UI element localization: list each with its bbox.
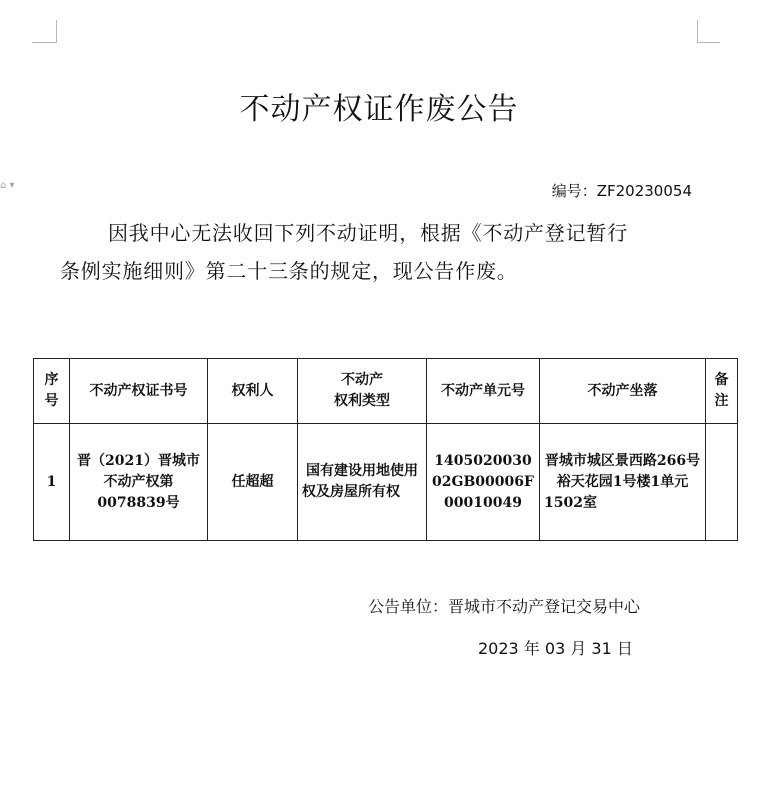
anchor-marker-icon: ⌂ ▾ (0, 180, 15, 191)
cell-location: 晋城市城区景西路266号裕天花园1号楼1单元1502室 (540, 424, 706, 541)
page-corner-mark-top-left (32, 20, 57, 43)
cell-seq: 1 (34, 424, 70, 541)
cell-right-type: 国有建设用地使用权及房屋所有权 (298, 424, 427, 541)
header-holder: 权利人 (208, 359, 298, 424)
issuing-unit: 公告单位：晋城市不动产登记交易中心 (368, 597, 641, 616)
body-line-1: 因我中心无法收回下列不动证明，根据《不动产登记暂行 (108, 221, 628, 245)
cell-remark (706, 424, 738, 541)
table-header-row (34, 359, 738, 424)
header-right-type: 不动产 权利类型 (298, 359, 427, 424)
page-corner-mark-top-right (697, 20, 720, 43)
header-unit-no: 不动产单元号 (427, 359, 540, 424)
body-line-2: 条例实施细则》第二十三条的规定，现公告作废。 (60, 259, 518, 283)
announcement-body (60, 214, 700, 290)
header-location: 不动产坐落 (540, 359, 706, 424)
header-cert-no: 不动产权证书号 (70, 359, 208, 424)
header-remark: 备 注 (706, 359, 738, 424)
issue-date: 2023 年 03 月 31 日 (478, 639, 633, 658)
table-row (34, 424, 738, 541)
cell-cert-no: 晋（2021）晋城市不动产权第0078839号 (70, 424, 208, 541)
document-title: 不动产权证作废公告 (239, 92, 519, 127)
serial-number: 编号：ZF20230054 (551, 182, 692, 200)
void-certificate-table (33, 358, 738, 541)
cell-unit-no: 140502003002GB00006F00010049 (427, 424, 540, 541)
cell-holder: 任超超 (208, 424, 298, 541)
header-seq: 序 号 (34, 359, 70, 424)
